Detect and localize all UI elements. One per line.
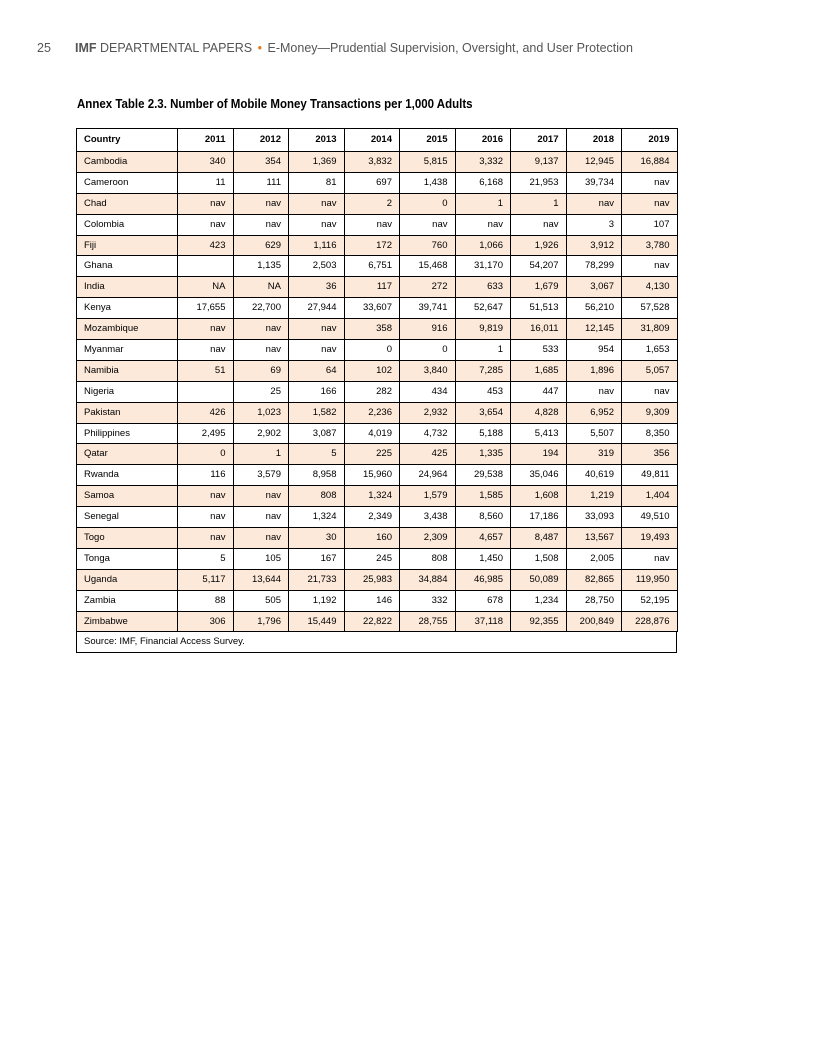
country-cell: Fiji (77, 235, 178, 256)
value-cell: 3,579 (233, 465, 289, 486)
table-row (77, 360, 678, 381)
value-cell: 57,528 (622, 298, 678, 319)
column-header-year: 2019 (622, 129, 678, 152)
column-header-year: 2012 (233, 129, 289, 152)
value-cell: 4,019 (344, 423, 400, 444)
table-row (77, 569, 678, 590)
value-cell: 6,751 (344, 256, 400, 277)
value-cell: 9,819 (455, 319, 511, 340)
table-row (77, 152, 678, 173)
country-cell: Philippines (77, 423, 178, 444)
value-cell: 24,964 (400, 465, 456, 486)
value-cell: 1,585 (455, 486, 511, 507)
value-cell: 39,741 (400, 298, 456, 319)
value-cell: 1 (455, 193, 511, 214)
value-cell: 1,369 (289, 152, 345, 173)
value-cell: 8,350 (622, 423, 678, 444)
value-cell: 3,780 (622, 235, 678, 256)
value-cell: 505 (233, 590, 289, 611)
value-cell: 3,832 (344, 152, 400, 173)
value-cell: 8,487 (511, 528, 567, 549)
table-row (77, 486, 678, 507)
value-cell: 1,679 (511, 277, 567, 298)
value-cell: 119,950 (622, 569, 678, 590)
value-cell: 1,324 (289, 507, 345, 528)
value-cell: 1 (233, 444, 289, 465)
country-cell: Togo (77, 528, 178, 549)
value-cell: 245 (344, 548, 400, 569)
value-cell: nav (178, 528, 234, 549)
column-header-year: 2015 (400, 129, 456, 152)
value-cell: 1 (455, 340, 511, 361)
value-cell: nav (178, 507, 234, 528)
value-cell: 56,210 (566, 298, 622, 319)
value-cell: 35,046 (511, 465, 567, 486)
column-header-year: 2013 (289, 129, 345, 152)
value-cell: 36 (289, 277, 345, 298)
value-cell: 8,958 (289, 465, 345, 486)
value-cell: 5,815 (400, 152, 456, 173)
value-cell: 1,508 (511, 548, 567, 569)
value-cell: 0 (344, 340, 400, 361)
value-cell: 1,219 (566, 486, 622, 507)
table-row (77, 590, 678, 611)
column-header-year: 2014 (344, 129, 400, 152)
country-cell: Nigeria (77, 381, 178, 402)
value-cell: 7,285 (455, 360, 511, 381)
value-cell: 1,608 (511, 486, 567, 507)
value-cell: 46,985 (455, 569, 511, 590)
value-cell: nav (233, 528, 289, 549)
country-cell: Kenya (77, 298, 178, 319)
value-cell: 0 (400, 193, 456, 214)
value-cell: 11 (178, 172, 234, 193)
value-cell: 51,513 (511, 298, 567, 319)
country-cell: Chad (77, 193, 178, 214)
value-cell: 92,355 (511, 611, 567, 632)
table-body (77, 152, 678, 632)
value-cell: 1,135 (233, 256, 289, 277)
value-cell: 5 (178, 548, 234, 569)
value-cell: 117 (344, 277, 400, 298)
value-cell: 146 (344, 590, 400, 611)
value-cell: 3,840 (400, 360, 456, 381)
value-cell: 21,953 (511, 172, 567, 193)
value-cell: 22,700 (233, 298, 289, 319)
value-cell: 332 (400, 590, 456, 611)
value-cell: nav (622, 381, 678, 402)
value-cell: 40,619 (566, 465, 622, 486)
value-cell: 954 (566, 340, 622, 361)
value-cell: 25,983 (344, 569, 400, 590)
table-row (77, 611, 678, 632)
value-cell: nav (566, 193, 622, 214)
value-cell: 282 (344, 381, 400, 402)
table-row (77, 423, 678, 444)
value-cell: 5,057 (622, 360, 678, 381)
value-cell: 697 (344, 172, 400, 193)
value-cell: nav (233, 193, 289, 214)
value-cell: 3,912 (566, 235, 622, 256)
value-cell: 2,902 (233, 423, 289, 444)
value-cell: 107 (622, 214, 678, 235)
value-cell: 3 (566, 214, 622, 235)
value-cell: nav (289, 193, 345, 214)
value-cell: 808 (289, 486, 345, 507)
value-cell: nav (622, 193, 678, 214)
value-cell: nav (289, 340, 345, 361)
value-cell: 425 (400, 444, 456, 465)
value-cell: 228,876 (622, 611, 678, 632)
country-cell: Ghana (77, 256, 178, 277)
value-cell: 1,066 (455, 235, 511, 256)
value-cell: nav (344, 214, 400, 235)
value-cell: 2,309 (400, 528, 456, 549)
value-cell: 3,654 (455, 402, 511, 423)
value-cell: 28,755 (400, 611, 456, 632)
value-cell: 453 (455, 381, 511, 402)
value-cell: 447 (511, 381, 567, 402)
table-row (77, 444, 678, 465)
column-header-country: Country (77, 129, 178, 152)
value-cell: 1,438 (400, 172, 456, 193)
value-cell: nav (178, 340, 234, 361)
country-cell: Uganda (77, 569, 178, 590)
value-cell: 6,952 (566, 402, 622, 423)
value-cell: 29,538 (455, 465, 511, 486)
value-cell: nav (233, 340, 289, 361)
value-cell: 49,510 (622, 507, 678, 528)
value-cell: 3,438 (400, 507, 456, 528)
page-number: 25 (37, 41, 51, 55)
value-cell: 52,195 (622, 590, 678, 611)
header-org: IMF (75, 41, 97, 55)
country-cell: Zambia (77, 590, 178, 611)
table-row (77, 381, 678, 402)
value-cell: 272 (400, 277, 456, 298)
table-row (77, 465, 678, 486)
value-cell: 0 (400, 340, 456, 361)
value-cell: 1 (511, 193, 567, 214)
value-cell: 3,332 (455, 152, 511, 173)
value-cell: 88 (178, 590, 234, 611)
value-cell: 1,335 (455, 444, 511, 465)
value-cell: 172 (344, 235, 400, 256)
value-cell: 17,186 (511, 507, 567, 528)
country-cell: Namibia (77, 360, 178, 381)
value-cell: 4,130 (622, 277, 678, 298)
header-bullet: • (257, 41, 263, 55)
value-cell: 1,896 (566, 360, 622, 381)
value-cell: 9,309 (622, 402, 678, 423)
country-cell: Mozambique (77, 319, 178, 340)
value-cell: 15,960 (344, 465, 400, 486)
value-cell: nav (622, 256, 678, 277)
value-cell: 116 (178, 465, 234, 486)
table-row (77, 277, 678, 298)
country-cell: Colombia (77, 214, 178, 235)
value-cell: 358 (344, 319, 400, 340)
running-header (37, 41, 633, 55)
column-header-year: 2017 (511, 129, 567, 152)
value-cell: 808 (400, 548, 456, 569)
value-cell: 2,349 (344, 507, 400, 528)
table-row (77, 172, 678, 193)
country-cell: Tonga (77, 548, 178, 569)
value-cell: 916 (400, 319, 456, 340)
country-cell: India (77, 277, 178, 298)
column-header-year: 2018 (566, 129, 622, 152)
value-cell: 225 (344, 444, 400, 465)
value-cell: 194 (511, 444, 567, 465)
value-cell: nav (233, 214, 289, 235)
country-cell: Qatar (77, 444, 178, 465)
value-cell: 1,234 (511, 590, 567, 611)
value-cell: 200,849 (566, 611, 622, 632)
source-note: Source: IMF, Financial Access Survey. (76, 632, 677, 653)
value-cell: 52,647 (455, 298, 511, 319)
value-cell: 1,192 (289, 590, 345, 611)
value-cell: nav (233, 486, 289, 507)
table-row (77, 340, 678, 361)
value-cell: 33,607 (344, 298, 400, 319)
header-series: DEPARTMENTAL PAPERS (100, 41, 253, 55)
value-cell: 2,005 (566, 548, 622, 569)
value-cell: 1,404 (622, 486, 678, 507)
value-cell: 4,732 (400, 423, 456, 444)
value-cell: 4,657 (455, 528, 511, 549)
value-cell: nav (233, 319, 289, 340)
value-cell: 166 (289, 381, 345, 402)
value-cell: nav (178, 486, 234, 507)
value-cell: 28,750 (566, 590, 622, 611)
value-cell: 34,884 (400, 569, 456, 590)
value-cell: NA (178, 277, 234, 298)
country-cell: Cameroon (77, 172, 178, 193)
column-header-year: 2016 (455, 129, 511, 152)
value-cell: 3,087 (289, 423, 345, 444)
value-cell: nav (622, 548, 678, 569)
country-cell: Cambodia (77, 152, 178, 173)
value-cell: 37,118 (455, 611, 511, 632)
value-cell: nav (178, 319, 234, 340)
value-cell: 17,655 (178, 298, 234, 319)
country-cell: Zimbabwe (77, 611, 178, 632)
value-cell: 167 (289, 548, 345, 569)
value-cell (178, 381, 234, 402)
value-cell: 5,507 (566, 423, 622, 444)
value-cell: 105 (233, 548, 289, 569)
value-cell: 2,495 (178, 423, 234, 444)
table-title: Annex Table 2.3. Number of Mobile Money Transactions per 1,000 Adults (77, 97, 473, 111)
value-cell: 423 (178, 235, 234, 256)
value-cell: 354 (233, 152, 289, 173)
country-cell: Samoa (77, 486, 178, 507)
value-cell: 82,865 (566, 569, 622, 590)
table-row (77, 298, 678, 319)
value-cell: 9,137 (511, 152, 567, 173)
table-row (77, 507, 678, 528)
table-row (77, 548, 678, 569)
value-cell: 22,822 (344, 611, 400, 632)
value-cell: 319 (566, 444, 622, 465)
value-cell: 356 (622, 444, 678, 465)
value-cell: 15,468 (400, 256, 456, 277)
value-cell: 160 (344, 528, 400, 549)
value-cell: 2,503 (289, 256, 345, 277)
value-cell: 6,168 (455, 172, 511, 193)
table-row (77, 528, 678, 549)
value-cell: 1,450 (455, 548, 511, 569)
value-cell: 678 (455, 590, 511, 611)
value-cell: 54,207 (511, 256, 567, 277)
country-cell: Pakistan (77, 402, 178, 423)
value-cell: 0 (178, 444, 234, 465)
value-cell: nav (566, 381, 622, 402)
value-cell: 1,685 (511, 360, 567, 381)
value-cell: 51 (178, 360, 234, 381)
value-cell: 1,582 (289, 402, 345, 423)
value-cell (178, 256, 234, 277)
value-cell: 30 (289, 528, 345, 549)
value-cell: 1,926 (511, 235, 567, 256)
value-cell: nav (289, 214, 345, 235)
value-cell: 12,145 (566, 319, 622, 340)
value-cell: 533 (511, 340, 567, 361)
table-row (77, 256, 678, 277)
value-cell: nav (233, 507, 289, 528)
value-cell: 111 (233, 172, 289, 193)
value-cell: 27,944 (289, 298, 345, 319)
value-cell: nav (289, 319, 345, 340)
value-cell: 3,067 (566, 277, 622, 298)
value-cell: 633 (455, 277, 511, 298)
value-cell: nav (178, 193, 234, 214)
value-cell: 16,884 (622, 152, 678, 173)
table-row (77, 319, 678, 340)
value-cell: 1,579 (400, 486, 456, 507)
value-cell: 69 (233, 360, 289, 381)
country-cell: Senegal (77, 507, 178, 528)
value-cell: nav (455, 214, 511, 235)
value-cell: NA (233, 277, 289, 298)
value-cell: 31,809 (622, 319, 678, 340)
value-cell: 64 (289, 360, 345, 381)
value-cell: nav (400, 214, 456, 235)
value-cell: 102 (344, 360, 400, 381)
value-cell: 2,236 (344, 402, 400, 423)
country-cell: Rwanda (77, 465, 178, 486)
value-cell: 629 (233, 235, 289, 256)
value-cell: 1,324 (344, 486, 400, 507)
value-cell: 5,413 (511, 423, 567, 444)
value-cell: 78,299 (566, 256, 622, 277)
country-cell: Myanmar (77, 340, 178, 361)
value-cell: 340 (178, 152, 234, 173)
value-cell: 434 (400, 381, 456, 402)
table-row (77, 235, 678, 256)
table-container (76, 128, 677, 653)
value-cell: 306 (178, 611, 234, 632)
table-row (77, 402, 678, 423)
value-cell: 1,116 (289, 235, 345, 256)
value-cell: 31,170 (455, 256, 511, 277)
value-cell: 5 (289, 444, 345, 465)
value-cell: 25 (233, 381, 289, 402)
value-cell: 81 (289, 172, 345, 193)
value-cell: 1,023 (233, 402, 289, 423)
value-cell: 50,089 (511, 569, 567, 590)
value-cell: 426 (178, 402, 234, 423)
value-cell: 8,560 (455, 507, 511, 528)
value-cell: 33,093 (566, 507, 622, 528)
value-cell: nav (178, 214, 234, 235)
value-cell: 2,932 (400, 402, 456, 423)
header-title: E-Money—Prudential Supervision, Oversight, and User Protection (267, 41, 633, 55)
value-cell: nav (622, 172, 678, 193)
value-cell: 5,117 (178, 569, 234, 590)
transactions-table (76, 128, 678, 632)
value-cell: 5,188 (455, 423, 511, 444)
value-cell: 15,449 (289, 611, 345, 632)
value-cell: 4,828 (511, 402, 567, 423)
value-cell: 19,493 (622, 528, 678, 549)
value-cell: 16,011 (511, 319, 567, 340)
value-cell: 2 (344, 193, 400, 214)
value-cell: nav (511, 214, 567, 235)
table-header-row (77, 129, 678, 152)
value-cell: 1,653 (622, 340, 678, 361)
value-cell: 760 (400, 235, 456, 256)
value-cell: 49,811 (622, 465, 678, 486)
column-header-year: 2011 (178, 129, 234, 152)
value-cell: 21,733 (289, 569, 345, 590)
value-cell: 39,734 (566, 172, 622, 193)
value-cell: 13,644 (233, 569, 289, 590)
value-cell: 1,796 (233, 611, 289, 632)
value-cell: 12,945 (566, 152, 622, 173)
table-row (77, 193, 678, 214)
table-row (77, 214, 678, 235)
value-cell: 13,567 (566, 528, 622, 549)
